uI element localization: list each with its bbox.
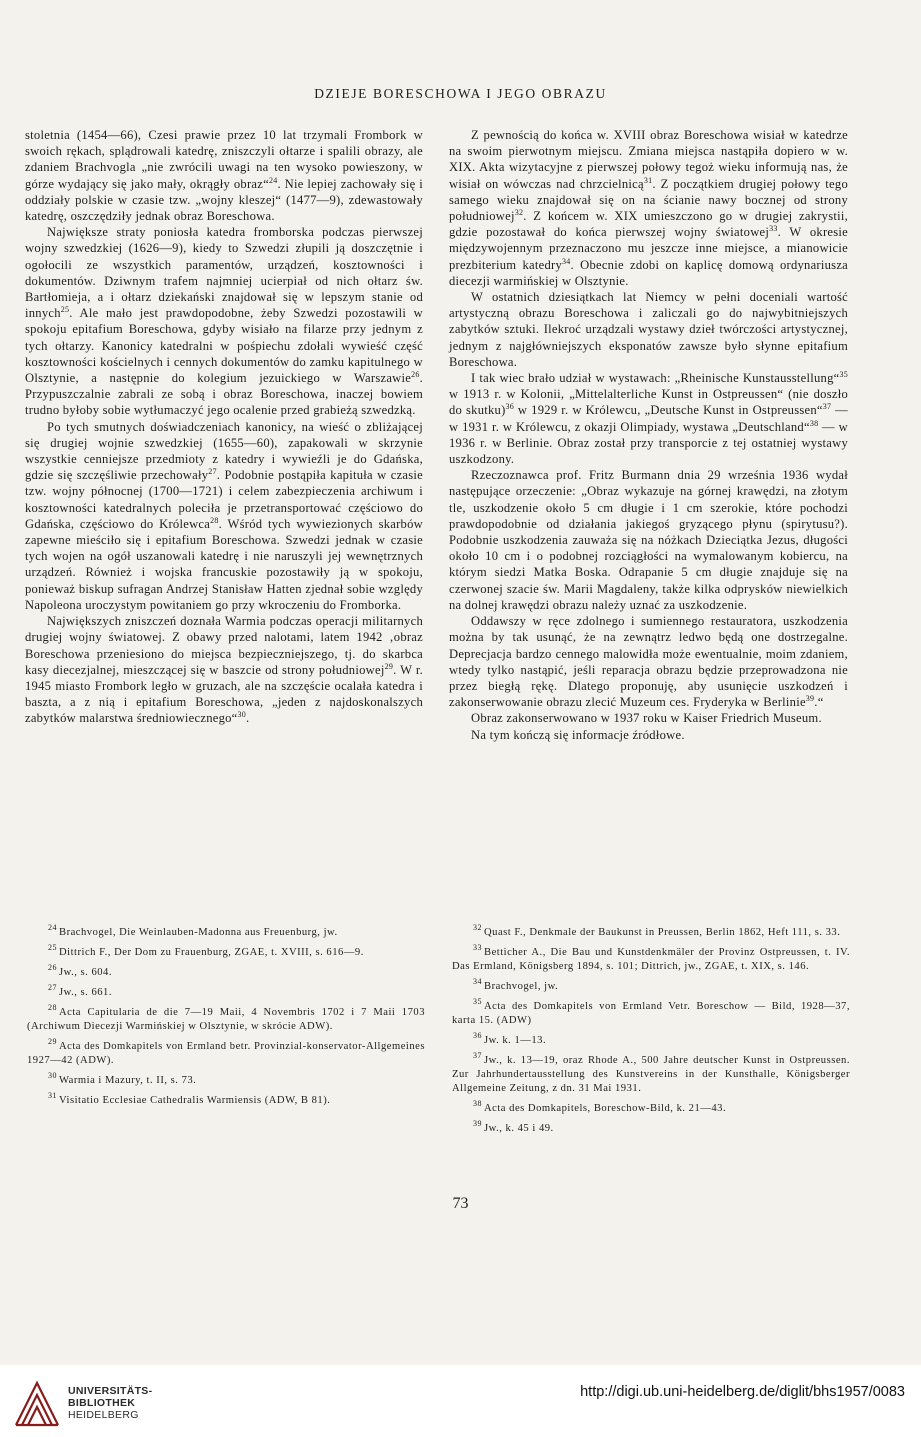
institution-line: UNIVERSITÄTS-: [68, 1385, 153, 1397]
paragraph: [449, 613, 848, 710]
footnote-text: Warmia i Mazury, t. II, s. 73.: [59, 1075, 197, 1086]
text-run: . Nie lepiej zachowały się i oddziały polskie w czasie tzw. „wojny kleszej“ (1477—9), zdewastowały katedrę, oszczędziły jednak obraz Boreschowa.: [25, 176, 423, 224]
footnote: [452, 1099, 850, 1116]
footnote-text: Acta des Domkapitels, Boreschow-Bild, k. 21—43.: [484, 1103, 727, 1114]
footnote-text: Dittrich F., Der Dom zu Frauenburg, ZGAE, t. XVIII, s. 616—9.: [59, 947, 364, 958]
text-run: . Przypuszczalnie zabrali ze sobą i obraz Boreschowa, inaczej bowiem trudno byłoby sobie wytłumaczyć jego ocalenie przed grabieżą szwedzką.: [25, 371, 423, 418]
institution-line: BIBLIOTHEK: [68, 1397, 136, 1409]
footnote-text: Jw., s. 661.: [59, 987, 112, 998]
footnote-ref[interactable]: 37: [822, 402, 832, 412]
footnote-number: 34: [473, 977, 482, 987]
footnote-ref[interactable]: 39: [805, 693, 815, 703]
footnote-number: 27: [48, 983, 57, 993]
footnote: [452, 943, 850, 974]
university-library-logo-icon: [12, 1379, 62, 1429]
footnote-number: 38: [473, 1099, 482, 1109]
text-run: . Z końcem w. XIX umieszczono go w drugiej zakrystii, gdzie pozostawał do końca pierwszej wojny światowej: [449, 209, 848, 240]
text-run: . Ale mało jest prawdopodobne, żeby Szwedzi pozostawili w spokoju epitafium Boreschowa, gdyby wisiało na filarze przy jednym z tych ołtarzy. Kanonicy katedralni w pośpiechu zdołali wywieść część kosztowności kościelnych i cennych dokumentów do zamku kapitulnego w Olsztynie, a następnie do kolegium jezuickiego w Warszawie: [25, 306, 423, 386]
footnote-text: Jw., s. 604.: [59, 967, 112, 978]
text-run: — w 1936 r. w Berlinie. Obraz został przy transporcie z tej ostatniej wystawy uszkodzony.: [449, 419, 848, 467]
footnote: [27, 983, 425, 1000]
footnote-number: 30: [48, 1071, 57, 1081]
footnote: [452, 1119, 850, 1136]
footnote-text: Jw. k. 1—13.: [484, 1035, 547, 1046]
footnote: [27, 1037, 425, 1068]
footnote-text: Acta Capitularia de die 7—19 Maii, 4 Novembris 1702 i 7 Maii 1703 (Archiwum Diecezji Warmińskiej w Olsztynie, w skrócie ADW).: [27, 1007, 425, 1032]
footnote-ref[interactable]: 30: [237, 710, 247, 720]
footnote-number: 32: [473, 923, 482, 933]
paragraph: [25, 127, 423, 224]
paragraph: [25, 224, 423, 418]
footnote: [452, 923, 850, 940]
text-column-right: [449, 127, 848, 743]
footnote-ref[interactable]: 36: [505, 402, 515, 412]
footnote-text: Quast F., Denkmale der Baukunst in Preussen, Berlin 1862, Heft 111, s. 33.: [484, 927, 841, 938]
footnote: [452, 977, 850, 994]
footnote-ref[interactable]: 34: [562, 256, 571, 266]
footnote: [452, 997, 850, 1028]
footnote-ref[interactable]: 35: [839, 369, 848, 379]
footnotes-right: [452, 923, 850, 1142]
footnote-text: Acta des Domkapitels von Ermland betr. Provinzial-konservator-Allgemeines 1927—42 (ADW).: [27, 1041, 425, 1066]
footnote-number: 39: [473, 1119, 482, 1129]
paragraph: [449, 127, 848, 289]
footnote-text: Brachvogel, Die Weinlauben-Madonna aus Freuenburg, jw.: [59, 927, 338, 938]
footnote-number: 37: [473, 1051, 482, 1061]
paragraph: Rzeczoznawca prof. Fritz Burmann dnia 29 września 1936 wydał następujące orzeczenie: „Obraz wykazuje na górnej krawędzi, na złotym tle, uszkodzenie około 5 cm długie i 1 cm szerokie, które pochodzi prawdopodobnie od działania jakiegoś gryzącego płynu (spirytusu?). Podobnie uszkodzenia zauważa się na nóżkach Dzieciątka Jezus, długości około 10 cm i o podobnej rozciągłości na wymalowanym kobiercu, na którym siedzi Matka Boska. Odrapanie 5 cm długie znajduje się na czerwonej szacie św. Marii Magdaleny, także kilka odprysków niewielkich na dolnej krawędzi obrazu należy uznać za uszkodzenie.: [449, 468, 848, 612]
footnote-text: Jw., k. 13—19, oraz Rhode A., 500 Jahre deutscher Kunst in Ostpreussen. Zur Jahrhundertausstellung des Kunstvereins in der Kunsthalle, Königsberger Allgemeine Zeitung, z dn. 31 Mai 1931.: [452, 1055, 850, 1094]
footnote-text: Visitatio Ecclesiae Cathedralis Warmiensis (ADW, B 81).: [59, 1095, 331, 1106]
footnote-number: 33: [473, 943, 482, 953]
text-run: w 1913 r. w Kolonii, „Mittelalterliche Kunst in Ostpreussen“ (nie doszło do skutku): [449, 387, 848, 418]
footnote-text: Acta des Domkapitels von Ermland Vetr. Boreschow — Bild, 1928—37, karta 15. (ADW): [452, 1001, 850, 1026]
text-run: I tak wiec brało udział w wystawach: „Rheinische Kunstausstellung“: [471, 371, 840, 386]
page-number: 73: [452, 1195, 469, 1212]
footnote-number: 25: [48, 943, 57, 953]
footnote-ref[interactable]: 38: [809, 418, 819, 428]
text-run: . Z początkiem drugiej połowy tego samego wieku znajdował się on na ścianie nawy bocznej od strony południowej: [449, 176, 848, 224]
footnote-ref[interactable]: 33: [769, 224, 778, 234]
footnote: [27, 963, 425, 980]
footnote-ref[interactable]: 27: [208, 467, 217, 477]
footnote: [27, 1091, 425, 1108]
paragraph: [25, 613, 423, 726]
institution-name: [68, 1385, 152, 1421]
text-column-left: [25, 127, 423, 727]
text-run: .“: [814, 695, 824, 710]
paragraph: Obraz zakonserwowano w 1937 roku w Kaiser Friedrich Museum.: [471, 711, 822, 726]
paragraph: Na tym kończą się informacje źródłowe.: [471, 727, 685, 742]
footnote-ref[interactable]: 28: [210, 515, 219, 525]
footnote-text: Brachvogel, jw.: [484, 981, 559, 992]
footnote-ref[interactable]: 29: [384, 661, 394, 671]
text-run: . Obecnie zdobi on kaplicę domową ordynariusza diecezji warmińskiej w Olsztynie.: [449, 257, 848, 288]
footnote-text: Jw., k. 45 i 49.: [484, 1123, 554, 1134]
text-run: w 1929 r. w Królewcu, „Deutsche Kunst in Ostpreussen“: [514, 403, 823, 418]
footnote-number: 31: [48, 1091, 57, 1101]
footnote: [27, 923, 425, 940]
text-run: Z pewnością do końca w. XVIII obraz Boreschowa wisiał w katedrze na swoim pierwotnym miejscu. Zmiana miejsca nastąpiła dopiero w w. XIX. Akta wizytacyjne z pierwszej połowy tegoż wieku informują nas, że wisiał on wówczas nad chrzcielnicą: [449, 128, 848, 191]
text-run: stoletnia (1454—66), Czesi prawie przez 10 lat trzymali Frombork w swoich rękach, splądrowali katedrę, zniszczyli ołtarze i spalili obrazy, ale zdaniem Brachvogla „nie zwrócili uwagi na ten wysoko powieszony, w górze wydający się jako mały, okrągły obraz“: [25, 128, 423, 191]
footnote-number: 24: [48, 923, 57, 933]
footnote-text: Betticher A., Die Bau und Kunstdenkmäler der Provinz Ostpreussen, t. IV. Das Ermland, Königsberg 1894, s. 101; Dittrich, jw., ZGAE, t. XIX, s. 146.: [452, 947, 850, 972]
footnote-ref[interactable]: 25: [60, 305, 70, 315]
text-run: . Wśród tych wywiezionych skarbów zapewne mieściło się i epitafium Boreschowa. Szwedzi jednak w czasie tych wojen na ogół uszanowali katedrę i nie naruszyli jej wewnętrznych urządzeń. Również i wojska francuskie pozostawiły ją w spokoju, ponieważ biskup sufragan Andrzej Stanisław Hatten zjednał sobie względy Napoleona uroczystym powitaniem go przy wkroczeniu do Fromborka.: [25, 516, 423, 612]
text-run: Po tych smutnych doświadczeniach kanonicy, na wieść o zbliżającej się drugiej wojnie szwedzkiej (1655—60), zapakowali w skrzynie wszystkie cenniejsze przedmioty z katedry i wywieźli je do Gdańska, gdzie się szczęśliwie przechowały: [25, 419, 423, 483]
footnote: [27, 943, 425, 960]
footnote: [27, 1071, 425, 1088]
footnote-ref[interactable]: 26: [411, 369, 420, 379]
footnote-number: 28: [48, 1003, 57, 1013]
text-run: Największe straty poniosła katedra fromborska podczas pierwszej wojny szwedzkiej (1626—9), kiedy to Szwedzi złupili ją doszczętnie i ogołocili ze wszystkich paramentów, urządzeń, kosztowności i dokumentów. Dziwnym trafem najmniej ucierpiał od nich ołtarz św. Bartłomieja, a i ołtarz dziekański znajdował się w lepszym stanie od innych: [25, 225, 423, 321]
permalink-url[interactable]: http://digi.ub.uni-heidelberg.de/diglit/bhs1957/0083: [580, 1384, 905, 1400]
text-run: . Podobnie postąpiła kapituła w czasie tzw. wojny północnej (1700—1721) i celem zabezpieczenia archiwum i kosztowności katedralnych poleciła je przetransportować częściowo do Gdańska, częściowo do Królewca: [25, 468, 423, 531]
text-run: Największych zniszczeń doznała Warmia podczas operacji militarnych drugiej wojny światowej. Z obawy przed nalotami, latem 1942 ‚obraz Boreschowa przeniesiono do miejsca bezpieczniejszego, tj. do skarbca kasy diecezjalnej, mieszczącej się w baszcie od strony południowej: [25, 614, 423, 677]
paragraph: [25, 419, 423, 613]
footnote-number: 29: [48, 1037, 57, 1047]
running-title: DZIEJE BORESCHOWA I JEGO OBRAZU: [314, 86, 607, 101]
text-run: Oddawszy w ręce zdolnego i sumiennego restauratora, uszkodzenia można by tak usunąć, że na zewnątrz ledwo będą one dostrzegalne. Deprecjacja bardzo cennego malowidła może ewentualnie, moim zdaniem, wtedy tylko nastąpić, jeśli reparacja obrazu będzie przeprowadzona nie przez biegłą rękę. Dlatego proponuję, aby usunięcie uszkodzeń i zakonserwowanie obrazu zlecić Muzeum ces. Fryderyka w Berlinie: [449, 614, 848, 710]
footnote: [452, 1031, 850, 1048]
footnote: [452, 1051, 850, 1096]
text-run: . W okresie międzywojennym przeznaczono mu jeszcze inne miejsce, a mianowicie prezbiterium katedry: [449, 225, 848, 272]
footnote-ref[interactable]: 24: [268, 175, 278, 185]
paragraph: [449, 370, 848, 467]
footnote: [27, 1003, 425, 1034]
footnote-number: 26: [48, 963, 57, 973]
footnote-number: 36: [473, 1031, 482, 1041]
footnote-ref[interactable]: 32: [514, 207, 524, 217]
footnote-ref[interactable]: 31: [643, 175, 653, 185]
text-run: . W r. 1945 miasto Frombork legło w gruzach, ale na szczęście ocalała katedra i baszta, a z nią i epitafium Boreschowa, „jeden z najdoskonalszych zabytków malarstwa średniowiecznego“: [25, 662, 423, 726]
footnote-number: 35: [473, 997, 482, 1007]
paragraph: W ostatnich dziesiątkach lat Niemcy w pełni doceniali wartość artystyczną obrazu Boreschowa i zaliczali go do najwybitniejszych zabytków sztuki. Ilekroć urządzali wystawy dzieł twórczości artystycznej, jednym z najgłówniejszych eksponatów zawsze było słynne epitafium Boreschowa.: [449, 290, 848, 369]
institution-line: HEIDELBERG: [68, 1409, 139, 1421]
text-run: .: [246, 711, 250, 726]
text-run: — w 1931 r. w Królewcu, z okazji Olimpiady, wystawa „Deutschland“: [449, 403, 848, 434]
footnotes-left: [27, 923, 425, 1114]
footer-bar: [0, 1365, 921, 1437]
